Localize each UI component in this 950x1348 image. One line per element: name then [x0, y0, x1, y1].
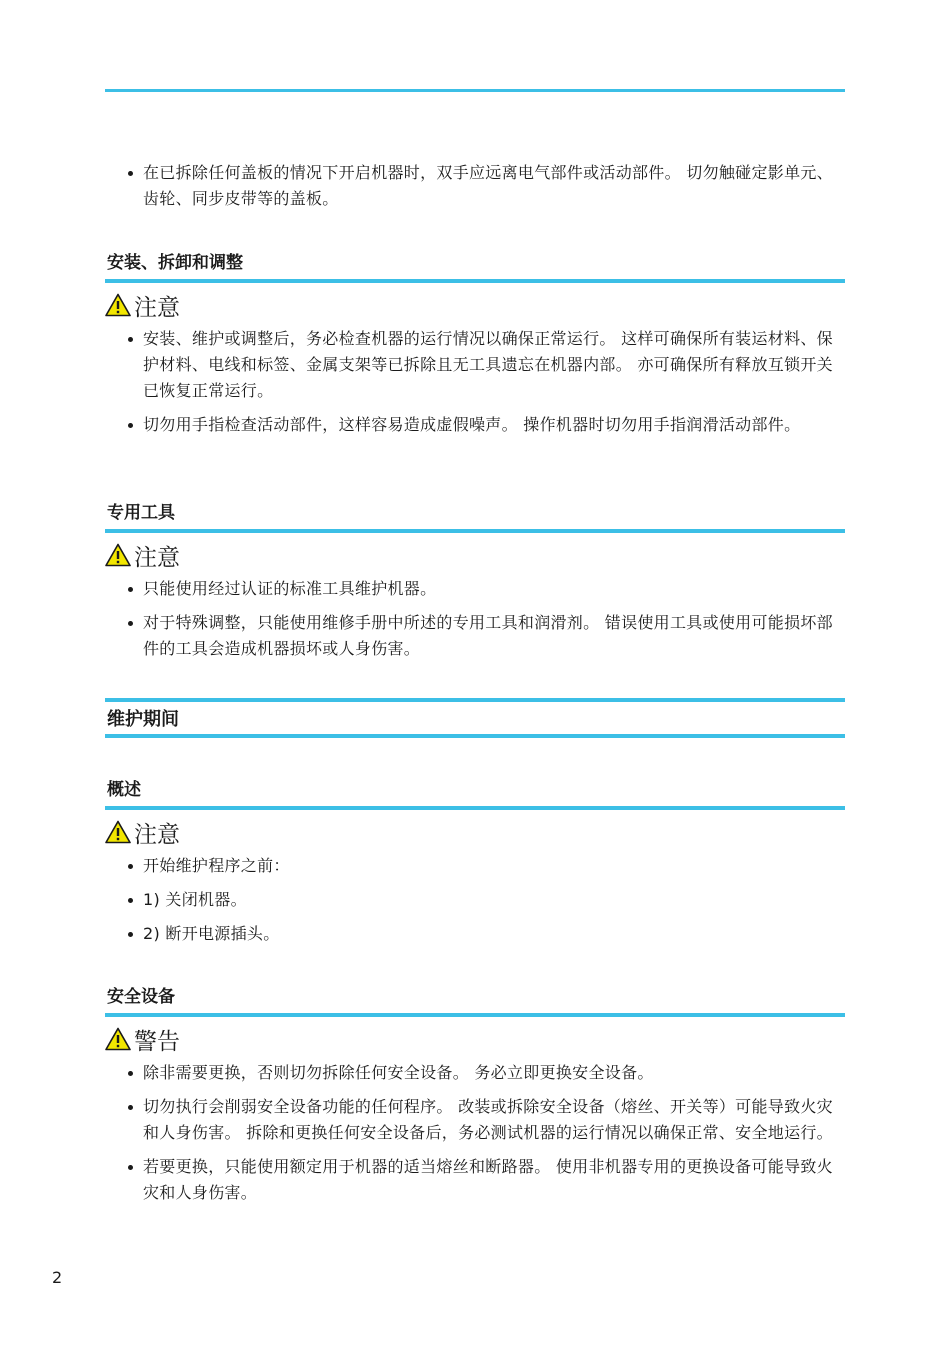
list-item: 切勿执行会削弱安全设备功能的任何程序。 改装或拆除安全设备（熔丝、开关等）可能导致火灾和人身伤害。 拆除和更换任何安全设备后，务必测试机器的运行情况以确保正常、安全地运行。: [105, 1094, 845, 1146]
heading-rule: [105, 806, 845, 810]
page-number: 2: [52, 1268, 63, 1287]
caution-notice: [105, 538, 845, 572]
list-item: 2) 断开电源插头。: [105, 921, 845, 947]
list-item: 在已拆除任何盖板的情况下开启机器时，双手应远离电气部件或活动部件。 切勿触碰定影单元、齿轮、同步皮带等的盖板。: [105, 160, 845, 212]
section-heading: 安全设备: [107, 987, 175, 1007]
chapter-title: 维护期间: [107, 709, 179, 730]
notice-label: 警告: [134, 1028, 180, 1055]
list-item: 只能使用经过认证的标准工具维护机器。: [105, 576, 845, 602]
overview-section: [105, 779, 845, 955]
notice-label: 注意: [134, 294, 180, 321]
chapter-heading: [105, 698, 845, 738]
section-heading: 安装、拆卸和调整: [107, 253, 243, 273]
notice-label: 注意: [134, 544, 180, 571]
list-item: 开始维护程序之前：: [105, 853, 845, 879]
heading-rule: [105, 279, 845, 283]
list-item: 除非需要更换，否则切勿拆除任何安全设备。 务必立即更换安全设备。: [105, 1060, 845, 1086]
install-section: [105, 252, 845, 446]
warning-triangle-icon: [105, 820, 131, 844]
tools-section: [105, 502, 845, 670]
heading-rule: [105, 529, 845, 533]
heading-rule: [105, 1013, 845, 1017]
notice-label: 注意: [134, 821, 180, 848]
section-heading: 概述: [107, 780, 141, 800]
list-item: 若要更换，只能使用额定用于机器的适当熔丝和断路器。 使用非机器专用的更换设备可能导致火灾和人身伤害。: [105, 1154, 845, 1206]
warning-triangle-icon: [105, 543, 131, 567]
maintenance-section: [105, 698, 845, 738]
intro-section: [105, 160, 845, 220]
section-heading: 专用工具: [107, 503, 175, 523]
caution-notice: [105, 288, 845, 322]
warning-triangle-icon: [105, 1027, 131, 1051]
list-item: 1) 关闭机器。: [105, 887, 845, 913]
top-rule: [105, 89, 845, 92]
list-item: 安装、维护或调整后，务必检查机器的运行情况以确保正常运行。 这样可确保所有装运材料、保护材料、电线和标签、金属支架等已拆除且无工具遗忘在机器内部。 亦可确保所有释放互锁开关已恢复正常运行。: [105, 326, 845, 404]
safety-section: [105, 986, 845, 1214]
warning-notice: [105, 1022, 845, 1056]
warning-triangle-icon: [105, 293, 131, 317]
list-item: 切勿用手指检查活动部件，这样容易造成虚假噪声。 操作机器时切勿用手指润滑活动部件。: [105, 412, 845, 438]
list-item: 对于特殊调整，只能使用维修手册中所述的专用工具和润滑剂。 错误使用工具或使用可能损坏部件的工具会造成机器损坏或人身伤害。: [105, 610, 845, 662]
caution-notice: [105, 815, 845, 849]
